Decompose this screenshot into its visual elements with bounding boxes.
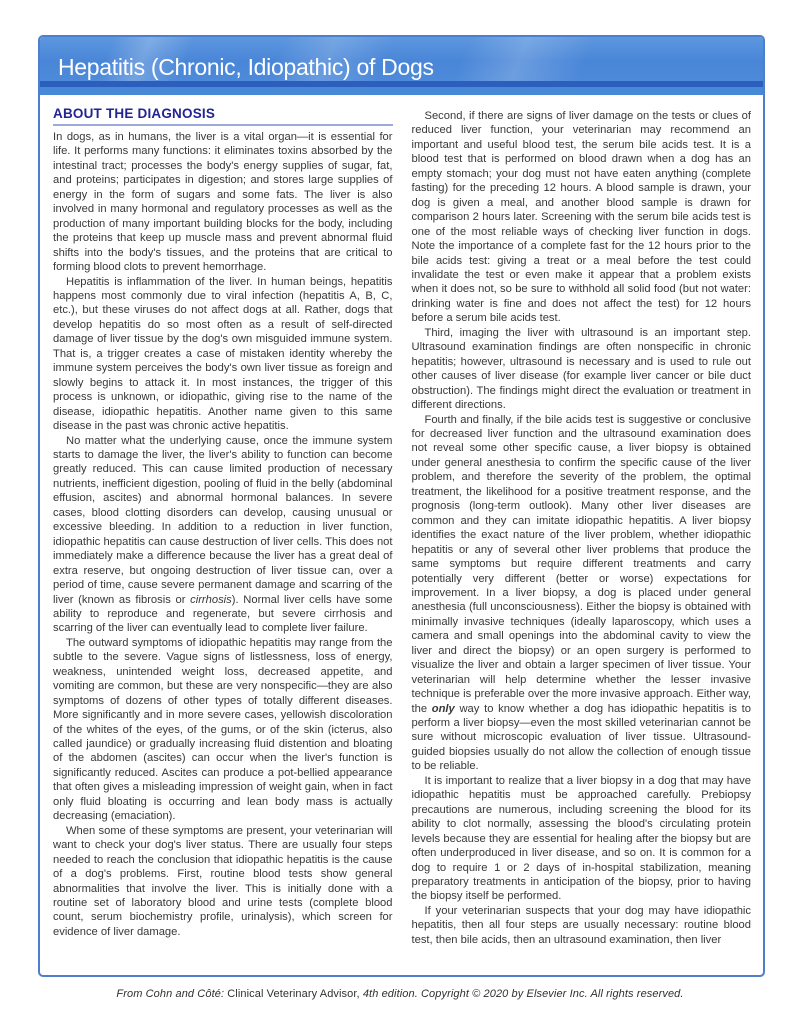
text-segment: Hepatitis is inflammation of the liver. In human beings, hepatitis happens most commonly due to viral infection (hepatitis A, B, C, etc.), but these viruses do not affect dogs at all. Rather, dogs that develop hepatitis do so most often as a result of self-directed damage of liver tissue by the dog's own misguided immune system. That is, a trigger creates a case of mistaken identity whereby the immune system perceives the body's own liver tissue as foreign and slowly begins to attack it. In most instances, the trigger of this process is unknown, or idiopathic, giving rise to the name of the disease, idiopathic hepatitis. Another name given to this same disease in the past was chronic active hepatitis. [53, 275, 393, 433]
text-segment: It is important to realize that a liver biopsy in a dog that may have idiopathic hepatitis must be approached carefully. Prebiopsy precautions are numerous, including screening the blood for its ability to clot normally, assessing the blood's circulating protein levels because they are essential for healing after the biopsy but are often underproduced in liver disease, and so on. It is common for a dog to require 1 or 2 days of in-hospital stabilization, meaning preparatory treatments in anticipation of the biopsy, prior to having the biopsy itself be performed. [411, 774, 751, 903]
paragraph [53, 130, 393, 275]
right-column [412, 104, 752, 947]
text-segment: In dogs, as in humans, the liver is a vital organ—it is essential for life. It performs many functions: it eliminates toxins absorbed by the intestinal tract; processes the body's energy supplies of sugar, fat, and proteins; participates in digestion; and stores large supplies of energy in the form of sugars and some fats. The liver is also involved in many hormonal and regulatory processes as well as the production of many important building blocks for the body, including the proteins that keep up muscle mass and prevent abnormal fluid shifts into the body's tissues, and the proteins that are critical to forming blood clots to prevent hemorrhage. [53, 131, 393, 274]
emphasized-text: 4th edition. Copyright © 2020 by Elsevier Inc. All rights reserved. [362, 988, 684, 1000]
emphasized-text: cirrhosis [190, 593, 232, 606]
text-segment: If your veterinarian suspects that your dog may have idiopathic hepatitis, then all four steps are usually necessary: routine blood test, then bile acids, then an ultrasound examination, then liver [411, 904, 751, 946]
page-title: Hepatitis (Chronic, Idiopathic) of Dogs [58, 53, 434, 80]
section-heading: ABOUT THE DIAGNOSIS [53, 104, 393, 126]
text-segment: Clinical Veterinary Advisor, [227, 988, 363, 1000]
paragraph [412, 774, 752, 904]
text-segment: Second, if there are signs of liver damage on the tests or clues of reduced liver function, your veterinarian may recommend an important and useful blood test, the serum bile acids test. It is a blood test that is performed on blood drawn when a dog has an empty stomach; your dog must not have eaten anything (complete fasting) for the preceding 12 hours. A blood sample is drawn, your dog is given a meal, and another blood sample is drawn for comparison 2 hours later. Screening with the serum bile acids test is one of the most reliable ways of checking liver function in dogs. Note the importance of a complete fast for the 12 hours prior to the bile acids test: giving a treat or a meal before the test could invalidate the test or even make it appear that a problem exists when it does not, so be sure to withhold all solid food (but not water: drinking water is fine and does not affect the test) for 12 hours before a serum bile acids test. [411, 110, 751, 325]
footer-citation [0, 988, 800, 1000]
text-segment: No matter what the underlying cause, once the immune system starts to damage the liver, the liver's ability to function can become greatly reduced. This can cause limited production of necessary nutrients, inefficient digestion, pooling of fluid in the belly (abdominal effusion, ascites) and abnormal hormonal balances. In severe cases, blood clotting disorders can develop, causing unusual or excessive bleeding. In addition to a reduction in liver function, idiopathic hepatitis can cause destruction of liver cells. This does not immediately make a difference because the liver has a great deal of extra reserve, but ongoing destruction of liver tissue can, over a period of time, cause severe permanent damage and scarring of the liver (known as fibrosis or [53, 434, 393, 606]
banner-light-band [40, 87, 763, 95]
text-segment: When some of these symptoms are present, your veterinarian will want to check your dog's liver status. There are usually four steps needed to reach the conclusion that idiopathic hepatitis is the cause of a dog's problems. First, routine blood tests show general abnormalities that involve the liver. This is initially done with a routine set of laboratory blood and urine tests (complete blood count, serum biochemistry profile, urinalysis), which screen for evidence of liver damage. [53, 824, 393, 938]
text-segment: The outward symptoms of idiopathic hepatitis may range from the subtle to the severe. Vague signs of listlessness, loss of energy, weakness, unintended weight loss, decreased appetite, and vomiting are common, but these are very nonspecific—they are also symptoms of dozens of other types of totally different diseases. More significantly and in more severe cases, yellowish discoloration of the whites of the eyes, of the gums, or of the skin (icterus, also called jaundice) or gradually increasing fluid distention and bloating of the abdomen (ascites) can occur when the liver's function is significantly reduced. Ascites can produce a pot-bellied appearance that often gives a misleading impression of weight gain, when in fact only fluid bloating is occurring and lean body mass is actually decreasing (emaciation). [53, 636, 393, 823]
page-frame [38, 35, 765, 977]
paragraph [53, 434, 393, 636]
paragraph [53, 824, 393, 940]
left-column [53, 104, 393, 947]
paragraph [53, 636, 393, 824]
paragraph [412, 413, 752, 774]
paragraph [412, 326, 752, 413]
emphasized-text: From Cohn and Côté: [116, 988, 228, 1000]
paragraph [53, 275, 393, 434]
banner-gradient [40, 37, 763, 81]
right-column-paragraphs [412, 109, 752, 947]
text-segment: way to know whether a dog has idiopathic hepatitis is to perform a liver biopsy—even the most skilled veterinarian cannot be sure without microscopic evaluation of liver tissue. Ultrasound-guided biopsies usually do not allow the collection of enough tissue to be reliable. [411, 702, 751, 773]
text-segment: ). Normal liver cells have some ability to reproduce and regenerate, but severe cirrhosis and scarring of the liver can eventually lead to complete liver failure. [53, 593, 393, 635]
left-column-paragraphs [53, 130, 393, 939]
article-body [40, 95, 763, 947]
emphasized-text: only [431, 702, 455, 715]
paragraph [412, 904, 752, 947]
paragraph [412, 109, 752, 326]
title-banner [40, 37, 763, 95]
text-segment: Third, imaging the liver with ultrasound is an important step. Ultrasound examination findings are often nonspecific in chronic hepatitis; however, ultrasound is necessary and is used to rule out other causes of liver disease (for example liver cancer or bile duct obstruction). The findings might direct the evaluation or treatment in different directions. [411, 326, 751, 412]
text-segment: Fourth and finally, if the bile acids test is suggestive or conclusive for decreased liver function and the ultrasound examination does not reveal some other specific cause, a liver biopsy is obtained under general anesthesia to confirm the specific cause of the liver problem, and therefore the severity of the problem, the optimal treatment, the likelihood for a positive treatment response, and the prognosis (long-term outlook). Many other liver diseases are common and they can imitate idiopathic hepatitis. A liver biopsy identifies the exact nature of the liver problem, whether idiopathic hepatitis or any of several other liver problems that produce the same symptoms but require different treatments and carry potentially very different (better or worse) expectations for improvement. In a liver biopsy, a dog is placed under general anesthesia (full unconsciousness). Either the biopsy is obtained with minimally invasive techniques (ideally laparoscopy, which uses a camera and small openings into the abdominal cavity to view the liver and direct the biopsy) or an open surgery is performed to visualize the liver and obtain a larger specimen of liver tissue. Your veterinarian will help determine whether the lesser invasive technique is preferable over the more invasive approach. Either way, the [411, 413, 751, 715]
